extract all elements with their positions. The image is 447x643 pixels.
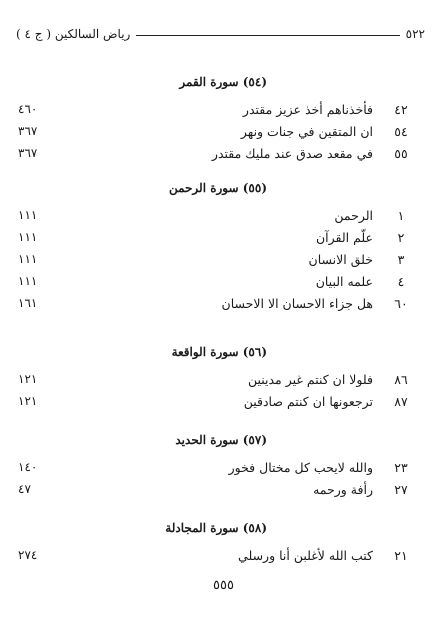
verse-entry: [18, 390, 417, 412]
verse-text: خلق الانسان: [308, 251, 373, 267]
page-reference: ١٢١: [18, 394, 38, 408]
verse-entry: [18, 544, 417, 566]
verse-number: ٣: [397, 251, 405, 267]
verse-number: ٤: [397, 273, 405, 289]
verse-text: علّم القرآن: [315, 229, 373, 245]
page-reference: ١١١: [18, 274, 38, 288]
verse-number: ٢٣: [394, 459, 408, 475]
verse-entry: [18, 226, 417, 248]
verse-entry: [18, 142, 417, 164]
verse-number: ٨٦: [394, 371, 408, 387]
page-reference: ١١١: [18, 208, 38, 222]
verse-number: ٥٤: [394, 123, 408, 139]
surah-section-qamar: [18, 74, 417, 164]
surah-section-hadid: [18, 432, 417, 500]
verse-number: ٨٧: [394, 393, 408, 409]
verse-text: رأفة ورحمه: [313, 481, 373, 497]
section-title: (٥٤) سورة القمر: [179, 75, 267, 89]
page-reference: ١٦١: [18, 296, 38, 310]
verse-text: كتب الله لأغلبن أنا ورسلي: [238, 547, 373, 563]
header-rule: [136, 35, 399, 36]
verse-entry: [18, 368, 417, 390]
verse-entry: [18, 478, 417, 500]
verse-number: ٢٧: [394, 481, 408, 497]
verse-number: ٦٠: [394, 295, 408, 311]
verse-text: علمه البيان: [315, 273, 373, 289]
verse-text: في مقعد صدق عند مليك مقتدر: [211, 145, 373, 161]
verse-entry: [18, 204, 417, 226]
verse-entry: [18, 248, 417, 270]
verse-text: ترجعونها ان كنتم صادقين: [243, 393, 373, 409]
page-reference: ١٢١: [18, 372, 38, 386]
book-title: رياض السالكين ( ج ٤ ): [16, 27, 131, 41]
verse-entry: [18, 456, 417, 478]
verse-number: ١: [397, 207, 405, 223]
page-reference: ٢٧٤: [18, 548, 38, 562]
verse-number: ٥٥: [394, 145, 408, 161]
footer-ornament: ٥٥٥: [213, 578, 234, 593]
verse-number: ٢: [397, 229, 405, 245]
page-reference: ١١١: [18, 230, 38, 244]
verse-text: الرحمن: [334, 207, 373, 223]
page-reference: ٣٦٧: [18, 124, 38, 138]
page-reference: ٤٧: [18, 482, 31, 496]
verse-entry: [18, 270, 417, 292]
verse-text: فأخذناهم أخذ عزيز مقتدر: [242, 101, 373, 117]
verse-entry: [18, 98, 417, 120]
verse-entry: [18, 292, 417, 314]
section-title: (٥٦) سورة الواقعة: [171, 345, 267, 359]
page-number: ٥٢٢: [405, 27, 425, 41]
verse-entry: [18, 120, 417, 142]
page-header: [16, 26, 425, 42]
section-title: (٥٨) سورة المجادلة: [165, 521, 267, 535]
verse-number: ٢١: [394, 547, 408, 563]
section-title: (٥٧) سورة الحديد: [175, 433, 267, 447]
verse-text: فلولا ان كنتم غير مدينين: [247, 371, 373, 387]
surah-section-waqia: [18, 344, 417, 412]
page-reference: ١٤٠: [18, 460, 38, 474]
page-reference: ١١١: [18, 252, 38, 266]
verse-text: والله لايحب كل مختال فخور: [228, 459, 373, 475]
section-title: (٥٥) سورة الرحمن: [168, 181, 267, 195]
page-reference: ٣٦٧: [18, 146, 38, 160]
page-reference: ٤٦٠: [18, 102, 38, 116]
surah-section-rahman: [18, 180, 417, 314]
verse-text: ان المتقين في جنات ونهر: [240, 123, 373, 139]
verse-text: هل جزاء الاحسان الا الاحسان: [221, 295, 373, 311]
verse-number: ٤٢: [394, 101, 408, 117]
surah-section-mujadila: [18, 520, 417, 566]
